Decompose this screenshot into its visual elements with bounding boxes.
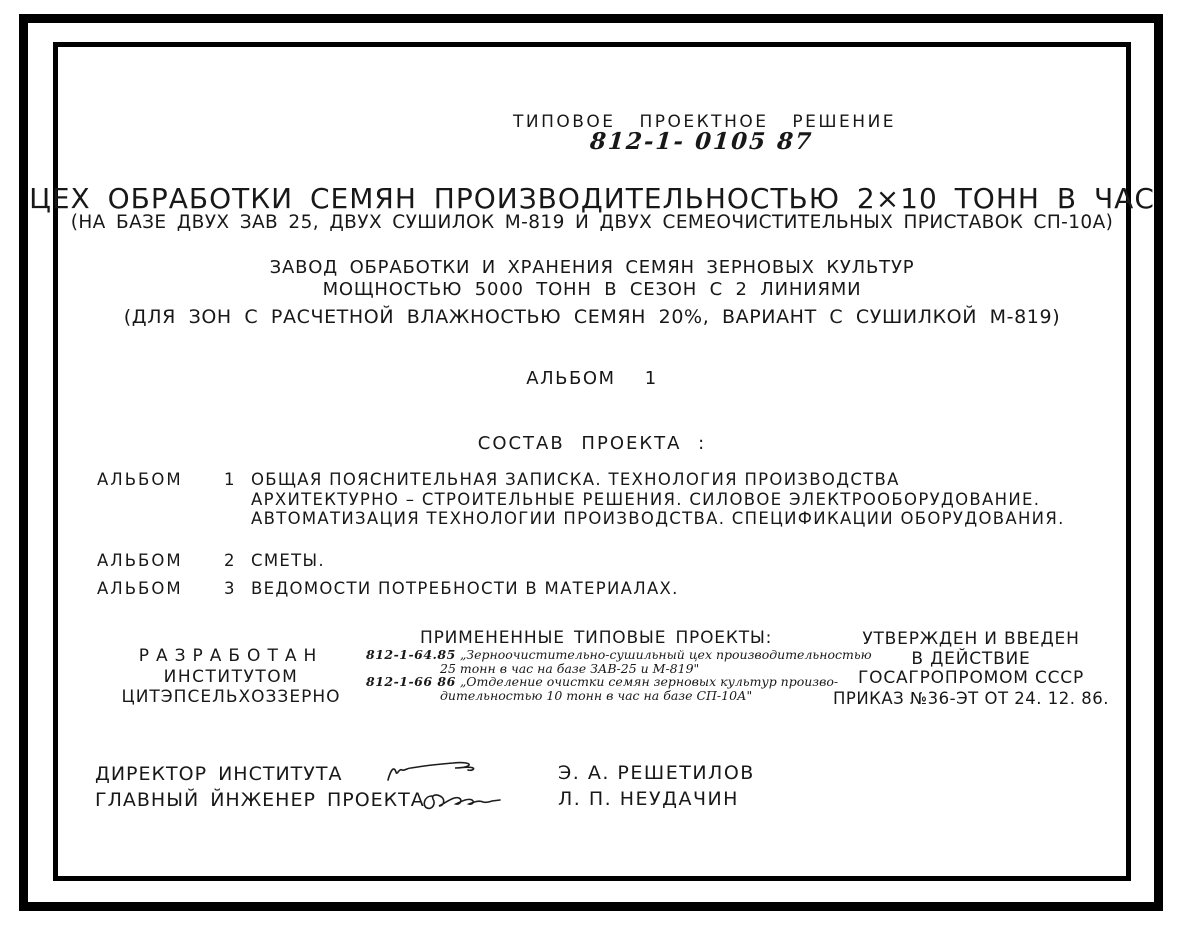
applied-project-code: 812-1-64.85: [366, 647, 456, 662]
chief-engineer-signature: [420, 786, 510, 814]
inner-border: [53, 42, 1131, 881]
album-content-line: ОБЩАЯ ПОЯСНИТЕЛЬНАЯ ЗАПИСКА. ТЕХНОЛОГИЯ ПРОИЗВОДСТВА: [251, 470, 900, 489]
document-type-label: ТИПОВОЕ ПРОЕКТНОЕ РЕШЕНИЕ: [513, 112, 897, 132]
album-content: [251, 470, 1065, 529]
applied-project-line: [366, 675, 872, 689]
album-content: [251, 551, 325, 571]
album-heading: АЛЬБОМ 1: [526, 368, 658, 389]
album-content-line: СМЕТЫ.: [251, 551, 325, 570]
developed-line: РАЗРАБОТАН: [138, 646, 324, 666]
album-content-line: АРХИТЕКТУРНО – СТРОИТЕЛЬНЫЕ РЕШЕНИЯ. СИЛОВОЕ ЭЛЕКТРООБОРУДОВАНИЕ.: [251, 489, 1041, 509]
approval-line: В ДЕЙСТВИЕ: [911, 648, 1031, 669]
applied-project-code: 812-1-66 86: [366, 674, 456, 689]
subtitle: (НА БАЗЕ ДВУХ ЗАВ 25, ДВУХ СУШИЛОК М-819 И ДВУХ СЕМЕОЧИСТИТЕЛЬНЫХ ПРИСТАВОК СП-10А): [70, 212, 1114, 233]
plant-description-line2: МОЩНОСТЬЮ 5000 ТОНН В СЕЗОН С 2 ЛИНИЯМИ: [322, 279, 862, 300]
album-content: [251, 579, 679, 599]
developed-by-block: [88, 646, 374, 708]
album-row-3: [97, 579, 679, 599]
director-signature: [385, 757, 480, 785]
album-label: АЛЬБОМ: [97, 579, 183, 598]
main-title: ЦЕХ ОБРАБОТКИ СЕМЯН ПРОИЗВОДИТЕЛЬНОСТЬЮ 2×10 ТОНН В ЧАС: [29, 182, 1155, 215]
applied-projects-list: [366, 648, 872, 702]
developed-institute-name: ЦИТЭПСЕЛЬХОЗЗЕРНО: [121, 687, 341, 707]
approval-line: УТВЕРЖДЕН И ВВЕДЕН: [862, 629, 1080, 649]
album-row-1: [97, 470, 1065, 529]
signatory-role-director: ДИРЕКТОР ИНСТИТУТА: [95, 763, 343, 785]
applied-project-line: [366, 648, 872, 662]
applied-project-line: 25 тонн в час на базе ЗАВ-25 и М-819": [440, 660, 700, 676]
approval-order-line: ПРИКАЗ №36-ЭТ ОТ 24. 12. 86.: [832, 688, 1109, 708]
album-row-2: [97, 551, 325, 571]
signatory-name-chief-engineer: Л. П. НЕУДАЧИН: [558, 788, 739, 810]
applied-project-text: „Отделение очистки семян зерновых культур произво-: [459, 674, 839, 689]
plant-description-line1: ЗАВОД ОБРАБОТКИ И ХРАНЕНИЯ СЕМЯН ЗЕРНОВЫХ КУЛЬТУР: [269, 257, 915, 278]
album-content-line: АВТОМАТИЗАЦИЯ ТЕХНОЛОГИИ ПРОИЗВОДСТВА. СПЕЦИФИКАЦИИ ОБОРУДОВАНИЯ.: [251, 509, 1065, 528]
applied-projects-heading: ПРИМЕНЕННЫЕ ТИПОВЫЕ ПРОЕКТЫ:: [420, 628, 773, 648]
composition-heading: СОСТАВ ПРОЕКТА :: [477, 433, 707, 454]
album-content-line: ВЕДОМОСТИ ПОТРЕБНОСТИ В МАТЕРИАЛАХ.: [251, 579, 679, 598]
document-number-handwritten: 812-1- 0105 87: [589, 128, 815, 155]
album-number: 2: [224, 551, 235, 570]
applied-project-text: „Зерноочистительно-сушильный цех производительностью: [459, 647, 872, 662]
approval-block: [818, 630, 1124, 708]
album-number: 3: [224, 579, 235, 598]
album-number: 1: [224, 470, 235, 489]
developed-line: ИНСТИТУТОМ: [163, 666, 299, 687]
signatory-role-chief-engineer: ГЛАВНЫЙ ЙНЖЕНЕР ПРОЕКТА: [95, 789, 425, 811]
approval-line: ГОСАГРОПРОМОМ СССР: [857, 668, 1085, 688]
album-label: АЛЬБОМ: [97, 551, 183, 570]
signatory-name-director: Э. А. РЕШЕТИЛОВ: [558, 762, 755, 784]
applied-project-line: дительностью 10 тонн в час на базе СП-10А": [440, 687, 753, 703]
album-label: АЛЬБОМ: [97, 470, 183, 489]
zone-note: (ДЛЯ ЗОН С РАСЧЕТНОЙ ВЛАЖНОСТЬЮ СЕМЯН 20%, ВАРИАНТ С СУШИЛКОЙ М-819): [123, 306, 1061, 328]
